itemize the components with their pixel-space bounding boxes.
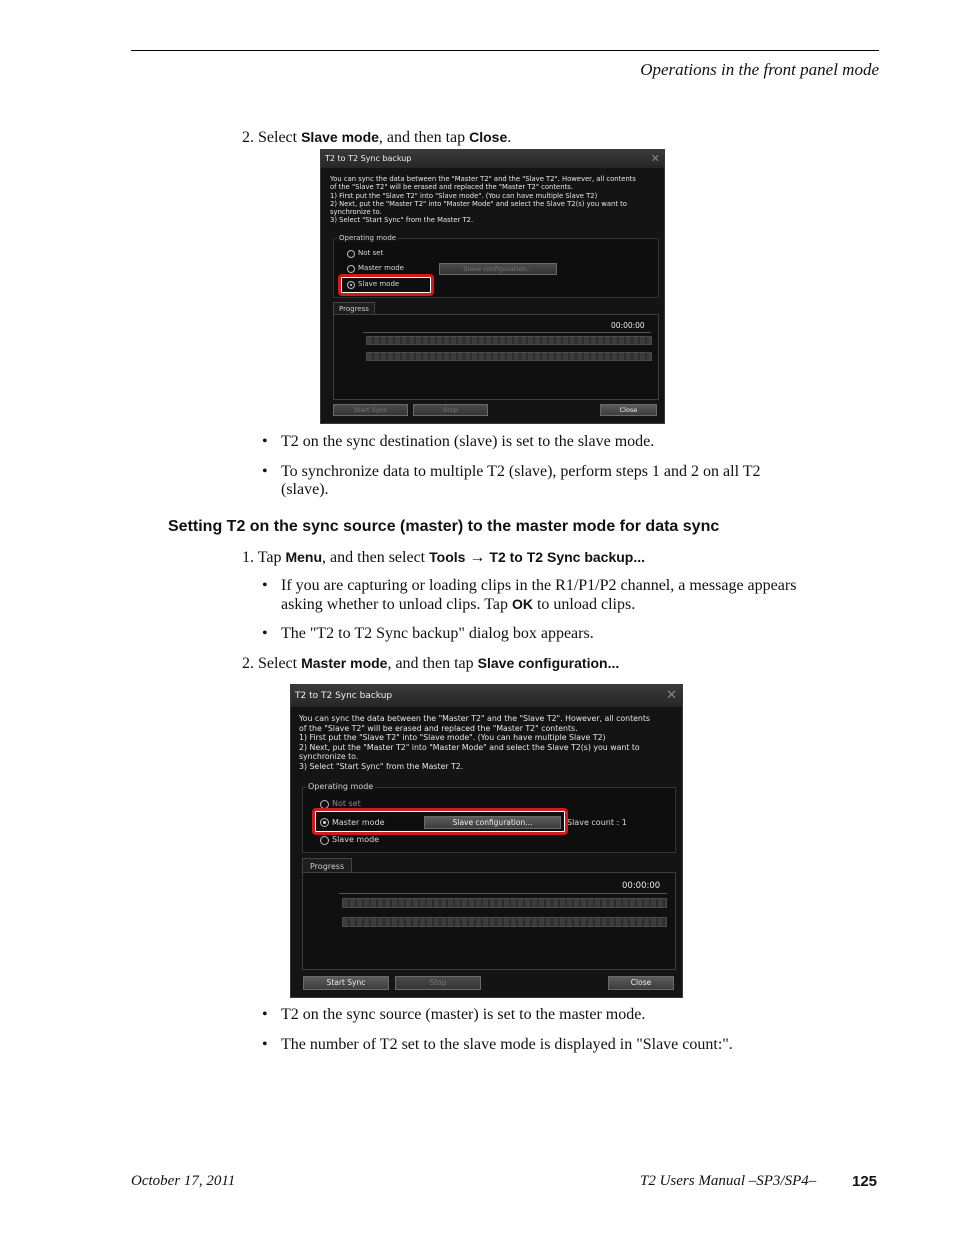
step-tap-menu: 1. Tap Menu, and then select Tools → T2 to T2 Sync backup... bbox=[242, 549, 646, 566]
bullet-unload-clips-cont: asking whether to unload clips. Tap OK to unload clips. bbox=[281, 596, 636, 613]
elapsed-time: 00:00:00 bbox=[622, 881, 661, 891]
bullet-multiple-slaves-cont: (slave). bbox=[281, 481, 329, 498]
slave-configuration-button[interactable]: Slave configuration... bbox=[439, 263, 557, 275]
stop-button[interactable]: Stop bbox=[413, 404, 488, 416]
radio-master-mode[interactable] bbox=[347, 265, 355, 273]
tab-divider bbox=[353, 872, 674, 873]
bullet-unload-clips: • If you are capturing or loading clips in the R1/P1/P2 channel, a message appears bbox=[262, 577, 797, 594]
close-icon[interactable]: ✕ bbox=[666, 688, 677, 703]
sync-backup-dialog-slave bbox=[320, 149, 665, 424]
operating-mode-label: Operating mode bbox=[308, 782, 374, 791]
header-rule bbox=[131, 50, 879, 51]
arrow-right-icon: → bbox=[469, 549, 486, 566]
radio-not-set-label: Not set bbox=[358, 249, 384, 257]
start-sync-button[interactable]: Start Sync bbox=[333, 404, 408, 416]
radio-slave-mode-label: Slave mode bbox=[332, 835, 380, 844]
footer-date: October 17, 2011 bbox=[131, 1173, 236, 1189]
tab-progress[interactable]: Progress bbox=[302, 858, 352, 873]
slave-count: Slave count : 1 bbox=[567, 818, 627, 827]
progress-bar-1 bbox=[366, 336, 652, 345]
radio-master-mode-label: Master mode bbox=[358, 264, 404, 272]
highlight-box bbox=[338, 274, 434, 296]
time-underline bbox=[363, 332, 651, 333]
highlight-box bbox=[312, 808, 568, 835]
progress-bar-2 bbox=[366, 352, 652, 361]
bullet-master-set: • T2 on the sync source (master) is set to the master mode. bbox=[262, 1006, 646, 1023]
sync-backup-dialog-master bbox=[290, 684, 683, 998]
radio-not-set-label: Not set bbox=[332, 799, 361, 808]
slave-configuration-button[interactable]: Slave configuration... bbox=[424, 816, 561, 829]
dialog-titlebar: T2 to T2 Sync backup bbox=[291, 685, 682, 707]
time-underline bbox=[339, 893, 667, 894]
close-icon[interactable]: ✕ bbox=[650, 152, 660, 165]
dialog-titlebar: T2 to T2 Sync backup bbox=[321, 150, 664, 168]
tab-progress[interactable]: Progress bbox=[333, 302, 375, 315]
page-number: 125 bbox=[852, 1173, 878, 1190]
tab-divider bbox=[376, 314, 657, 315]
radio-not-set[interactable] bbox=[347, 250, 355, 258]
dialog-description: You can sync the data between the "Master T2" and the "Slave T2". However, all contents of the "Slave T2" will be erased and replaced the "Master T2" contents. 1) First put the "Slave T2" into "Slave mode". (You can have multiple Slave T2) 2) Next, put the "Master T2" into "Master Mode" and select the Slave T2(s) you want to synchronize to. 3) Select "Start Sync" from the Master T2. bbox=[299, 714, 650, 771]
progress-bar-1 bbox=[342, 898, 667, 908]
step-select-master-mode: 2. Select Master mode, and then tap Slave configuration... bbox=[242, 655, 620, 672]
radio-slave-mode[interactable] bbox=[320, 836, 329, 845]
close-button[interactable]: Close bbox=[600, 404, 657, 416]
bullet-slave-count: • The number of T2 set to the slave mode is displayed in "Slave count:". bbox=[262, 1036, 733, 1053]
step-select-slave-mode: 2. Select Slave mode, and then tap Close. bbox=[242, 129, 512, 146]
running-head: Operations in the front panel mode bbox=[640, 60, 879, 79]
section-heading: Setting T2 on the sync source (master) to the master mode for data sync bbox=[168, 518, 720, 535]
operating-mode-label: Operating mode bbox=[339, 234, 397, 242]
elapsed-time: 00:00:00 bbox=[611, 321, 645, 330]
bullet-multiple-slaves: • To synchronize data to multiple T2 (slave), perform steps 1 and 2 on all T2 bbox=[262, 463, 761, 480]
bullet-slave-set: • T2 on the sync destination (slave) is set to the slave mode. bbox=[262, 433, 655, 450]
dialog-description: You can sync the data between the "Master T2" and the "Slave T2". However, all contents of the "Slave T2" will be erased and replaced the "Master T2" contents. 1) First put the "Slave T2" into "Slave mode". (You can have multiple Slave T2) 2) Next, put the "Master T2" into "Master Mode" and select the Slave T2(s) you want to synchronize to. 3) Select "Start Sync" from the Master T2. bbox=[330, 175, 636, 225]
close-button[interactable]: Close bbox=[608, 976, 674, 990]
footer-manual-title: T2 Users Manual –SP3/SP4– bbox=[640, 1173, 817, 1189]
stop-button[interactable]: Stop bbox=[395, 976, 481, 990]
progress-bar-2 bbox=[342, 917, 667, 927]
radio-master-mode-label: Master mode bbox=[332, 818, 385, 827]
radio-slave-mode-label: Slave mode bbox=[358, 280, 400, 288]
start-sync-button[interactable]: Start Sync bbox=[303, 976, 389, 990]
bullet-dialog-appears: • The "T2 to T2 Sync backup" dialog box appears. bbox=[262, 625, 594, 642]
